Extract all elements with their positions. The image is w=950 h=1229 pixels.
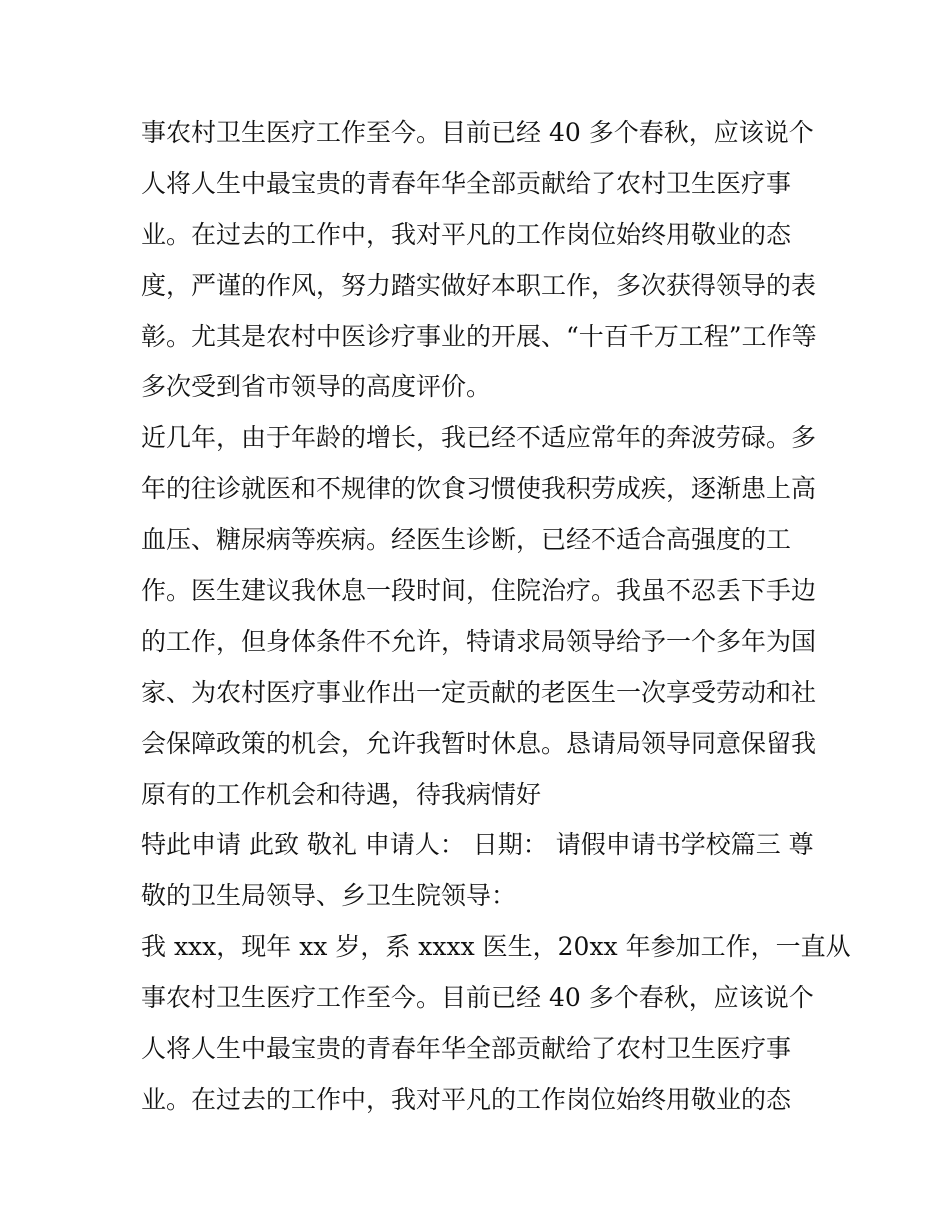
text-line: 会保障政策的机会，允许我暂时休息。恳请局领导同意保留我 (141, 728, 817, 758)
text-line: 事农村卫生医疗工作至今。目前已经 40 多个春秋，应该说个 (141, 983, 814, 1013)
document-body (141, 108, 851, 1126)
text-line: 敬的卫生局领导、乡卫生院领导： (141, 881, 517, 911)
text-line: 特此申请 此致 敬礼 申请人： 日期： 请假申请书学校篇三 尊 (141, 830, 814, 860)
text-line: 近几年，由于年龄的增长，我已经不适应常年的奔波劳碌。多 (141, 423, 817, 453)
text-line: 业。在过去的工作中，我对平凡的工作岗位始终用敬业的态 (141, 219, 792, 249)
text-line: 作。医生建议我休息一段时间，住院治疗。我虽不忍丢下手边 (141, 576, 817, 606)
text-line: 血压、糖尿病等疾病。经医生诊断，已经不适合高强度的工 (141, 525, 792, 555)
text-line: 人将人生中最宝贵的青春年华全部贡献给了农村卫生医疗事 (141, 168, 792, 198)
text-line: 家、为农村医疗事业作出一定贡献的老医生一次享受劳动和社 (141, 677, 817, 707)
text-line: 多次受到省市领导的高度评价。 (141, 372, 492, 402)
text-line: 彰。尤其是农村中医诊疗事业的开展、“十百千万工程”工作等 (141, 321, 817, 351)
text-line: 度，严谨的作风，努力踏实做好本职工作，多次获得领导的表 (141, 270, 817, 300)
text-line: 业。在过去的工作中，我对平凡的工作岗位始终用敬业的态 (141, 1084, 792, 1114)
text-line: 人将人生中最宝贵的青春年华全部贡献给了农村卫生医疗事 (141, 1034, 792, 1064)
text-line: 事农村卫生医疗工作至今。目前已经 40 多个春秋，应该说个 (141, 118, 814, 147)
text-line: 的工作，但身体条件不允许，特请求局领导给予一个多年为国 (141, 626, 817, 656)
text-line: 我 xxx，现年 xx 岁，系 xxxx 医生，20xx 年参加工作，一直从 (141, 932, 851, 962)
text-line: 原有的工作机会和待遇，待我病情好 (141, 779, 542, 809)
text-line: 年的往诊就医和不规律的饮食习惯使我积劳成疾，逐渐患上高 (141, 474, 817, 504)
